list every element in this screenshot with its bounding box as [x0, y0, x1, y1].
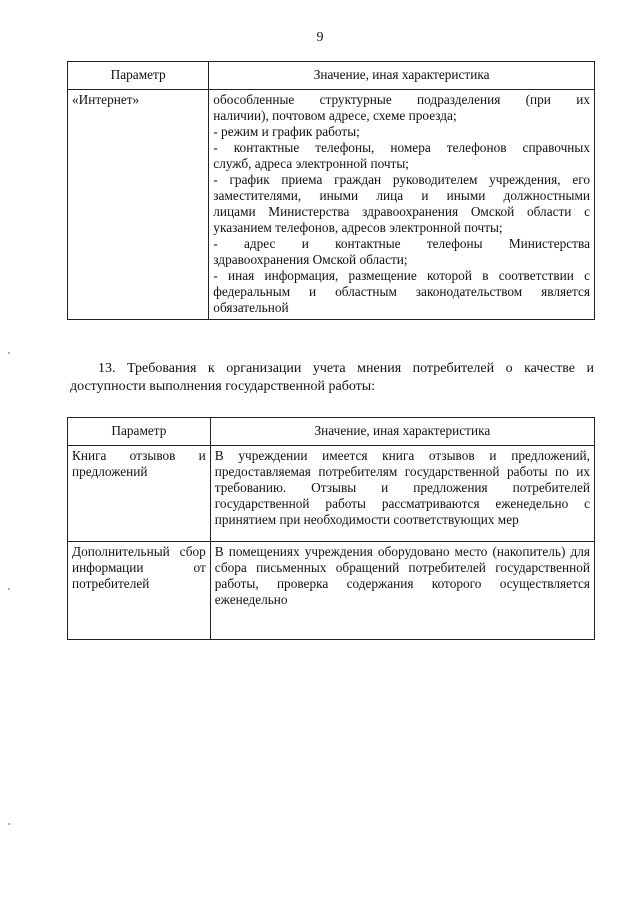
header-parameter: Параметр [68, 418, 211, 446]
table-row [68, 90, 595, 320]
scan-speck [8, 823, 10, 825]
section-13-line-2: доступности выполнения государственной работы: [70, 379, 376, 394]
value-line: наличии), почтовом адресе, схеме проезда; [213, 108, 457, 123]
value-line: - иная информация, размещение которой в соответствии с [213, 268, 590, 283]
row-value-additional-collection: В помещениях учреждения оборудовано место (накопитель) для сбора письменных обращений потребителей государственной работы, проверка содержания которого осуществляется еженедельно [210, 542, 594, 640]
value-line: федеральным и областным законодательством является [213, 284, 590, 299]
section-13-line-1: 13. Требования к организации учета мнения потребителей о качестве и [98, 361, 594, 376]
value-line: - адрес и контактные телефоны Министерства [213, 236, 590, 251]
value-line: указанием телефонов, адресов электронной почты; [213, 220, 503, 235]
row-parameter-internet: «Интернет» [68, 90, 209, 320]
table-header-row [68, 62, 595, 90]
value-line: обязательной [213, 300, 289, 315]
header-value: Значение, иная характеристика [210, 418, 594, 446]
scan-speck [8, 352, 10, 354]
header-value: Значение, иная характеристика [209, 62, 595, 90]
header-parameter: Параметр [68, 62, 209, 90]
value-line: лицами Министерства здравоохранения Омской области с [213, 204, 590, 219]
section-13-paragraph [70, 360, 594, 396]
value-line: - график приема граждан руководителем учреждения, его [213, 172, 590, 187]
value-line: - контактные телефоны, номера телефонов справочных [213, 140, 590, 155]
table-row [68, 542, 595, 640]
page-number: 9 [316, 30, 324, 45]
value-line: заместителями, иными лица и иными должностными [213, 188, 590, 203]
scan-speck [8, 588, 10, 590]
row-value-internet [209, 90, 595, 320]
table-header-row [68, 418, 595, 446]
value-line: обособленные структурные подразделения (при их [213, 92, 590, 107]
row-parameter-additional-collection: Дополнительный сбор информации от потребителей [68, 542, 211, 640]
info-table-internet [67, 61, 595, 320]
value-line: - режим и график работы; [213, 124, 360, 139]
value-line: здравоохранения Омской области; [213, 252, 408, 267]
table-row [68, 446, 595, 542]
feedback-table [67, 417, 595, 640]
row-parameter-feedback-book: Книга отзывов и предложений [68, 446, 211, 542]
value-line: служб, адреса электронной почты; [213, 156, 409, 171]
row-value-feedback-book: В учреждении имеется книга отзывов и предложений, предоставляемая потребителям государственной работы по их требованию. Отзывы и предложения потребителей государственной работы рассматриваются еженедельно с принятием при необходимости соответствующих мер [210, 446, 594, 542]
